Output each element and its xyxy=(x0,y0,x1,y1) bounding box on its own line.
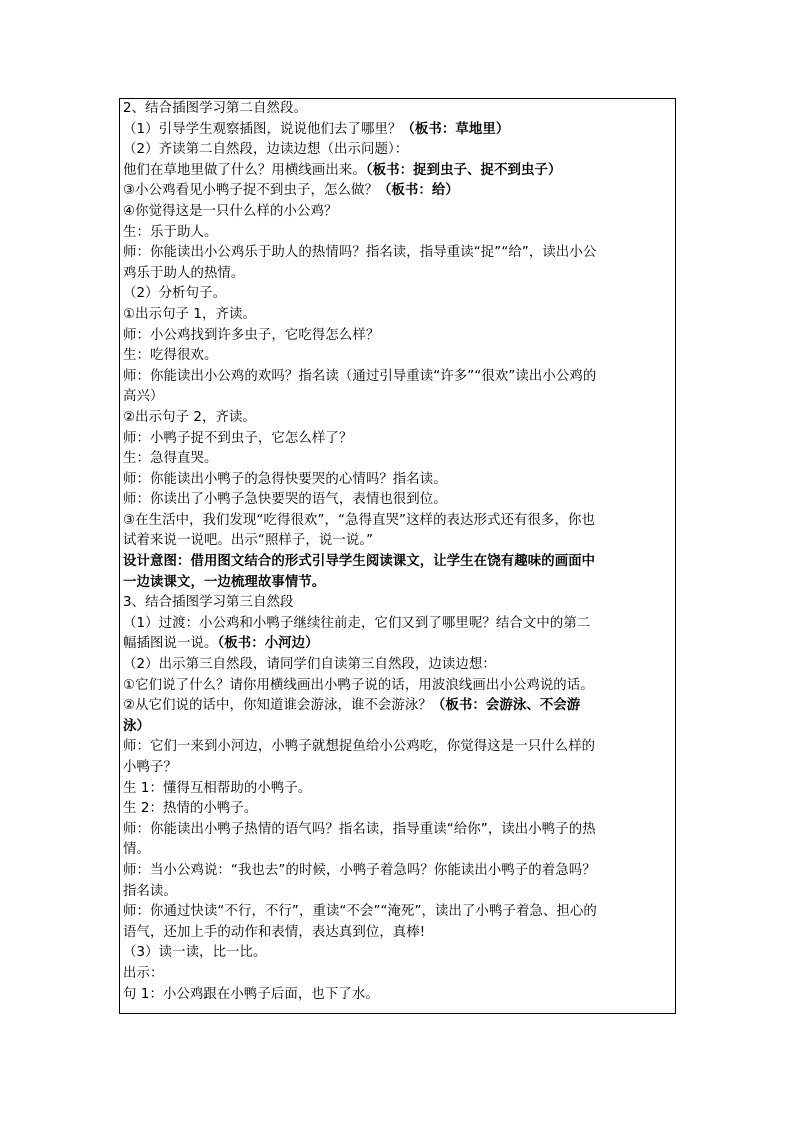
line-text: 指名读。 xyxy=(123,883,177,899)
line-text: ①出示句子 1，齐读。 xyxy=(123,306,257,322)
line-text: 生 2：热情的小鸭子。 xyxy=(123,801,258,817)
line-text: 师：你能读出小鸭子的急得快要哭的心情吗？指名读。 xyxy=(123,471,447,487)
text-line xyxy=(123,531,673,552)
text-line xyxy=(123,408,673,429)
text-line xyxy=(123,264,673,285)
blackboard-note: （板书：小河边） xyxy=(217,636,319,652)
text-line xyxy=(123,717,673,738)
text-line xyxy=(123,923,673,944)
text-line xyxy=(123,593,673,614)
text-line xyxy=(123,655,673,676)
text-line xyxy=(123,140,673,161)
text-line xyxy=(123,758,673,779)
blackboard-note: （板书：捉到虫子、捉不到虫子） xyxy=(365,162,562,178)
text-line xyxy=(123,779,673,800)
text-line xyxy=(123,861,673,882)
text-line xyxy=(123,634,673,655)
text-line xyxy=(123,840,673,861)
blackboard-note: （板书：给） xyxy=(377,183,459,199)
text-line xyxy=(123,326,673,347)
line-text: 师：你能读出小公鸡乐于助人的热情吗？指名读，指导重读“捉”“给”，读出小公 xyxy=(123,245,597,261)
line-text: 鸡乐于助人的热情。 xyxy=(123,265,245,281)
line-text: ②从它们说的话中，你知道谁会游泳，谁不会游泳？ xyxy=(123,698,432,714)
lesson-plan-cell xyxy=(119,98,676,1014)
text-line xyxy=(123,799,673,820)
text-line xyxy=(123,284,673,305)
line-text: ①它们说了什么？请你用横线画出小鸭子说的话，用波浪线画出小公鸡说的话。 xyxy=(123,677,594,693)
line-text: 小鸭子？ xyxy=(123,760,177,775)
line-text: 师：当小公鸡说：“我也去”的时候，小鸭子着急吗？你能读出小鸭子的着急吗？ xyxy=(123,862,596,878)
line-text: 师：你读出了小鸭子急快要哭的语气，表情也很到位。 xyxy=(123,492,447,508)
line-text: 他们在草地里做了什么？用横线画出来。 xyxy=(123,162,366,178)
line-text: ②出示句子 2，齐读。 xyxy=(123,409,257,425)
text-line xyxy=(123,223,673,244)
line-text: 出示： xyxy=(123,965,164,981)
text-line xyxy=(123,202,673,223)
line-text: 3、结合插图学习第三自然段 xyxy=(123,595,294,611)
text-line xyxy=(123,181,673,202)
text-line xyxy=(123,737,673,758)
line-text: 试着来说一说吧。出示“照样子，说一说。” xyxy=(123,533,374,549)
line-text: 2、结合插图学习第二自然段。 xyxy=(123,101,307,116)
line-text: 高兴） xyxy=(123,389,164,405)
line-text: 情。 xyxy=(123,842,150,858)
text-line xyxy=(123,943,673,964)
text-line xyxy=(123,305,673,326)
text-line xyxy=(123,614,673,635)
line-text: 师：你能读出小鸭子热情的语气吗？指名读，指导重读“给你”，读出小鸭子的热 xyxy=(123,821,596,837)
text-line xyxy=(123,882,673,903)
text-line xyxy=(123,470,673,491)
line-text: 句 1：小公鸡跟在小鸭子后面，也下了水。 xyxy=(123,986,379,1002)
line-text: 师：你通过快读“不行，不行”，重读“不会”“淹死”，读出了小鸭子着急、担心的 xyxy=(123,904,597,920)
line-text: 一边读课文，一边梳理故事情节。 xyxy=(123,574,326,590)
text-line xyxy=(123,902,673,923)
text-line xyxy=(123,449,673,470)
line-text: （3）读一读，比一比。 xyxy=(123,945,267,961)
line-text: 生：乐于助人。 xyxy=(123,224,218,240)
line-text: 生 1：懂得互相帮助的小鸭子。 xyxy=(123,780,312,796)
line-text: 语气，还加上手的动作和表情，表达真到位，真棒! xyxy=(123,924,426,940)
text-line xyxy=(123,964,673,985)
line-text: 师：小鸭子捉不到虫子，它怎么样了？ xyxy=(123,430,353,446)
line-text: （2）齐读第二自然段，边读边想（出示问题）： xyxy=(123,142,409,158)
line-text: （1）引导学生观察插图，说说他们去了哪里？ xyxy=(123,121,402,137)
line-text: ③小公鸡看见小鸭子捉不到虫子，怎么做？ xyxy=(123,183,378,199)
blackboard-note: （板书：会游泳、不会游 xyxy=(431,698,581,714)
line-text: ③在生活中，我们发现“吃得很欢”，“急得直哭”这样的表达形式还有很多，你也 xyxy=(123,512,595,528)
line-text: （1）过渡：小公鸡和小鸭子继续往前走，它们又到了哪里呢？结合文中的第二 xyxy=(123,615,591,631)
text-line xyxy=(123,99,673,120)
text-line xyxy=(123,696,673,717)
text-line xyxy=(123,511,673,532)
text-line xyxy=(123,573,673,594)
line-text: 生：吃得很欢。 xyxy=(123,348,218,364)
line-text: ④你觉得这是一只什么样的小公鸡？ xyxy=(123,203,338,219)
text-line xyxy=(123,161,673,182)
text-line xyxy=(123,820,673,841)
text-line xyxy=(123,676,673,697)
text-line xyxy=(123,429,673,450)
text-line xyxy=(123,367,673,388)
text-line xyxy=(123,985,673,1006)
line-text: （2）出示第三自然段，请同学们自读第三自然段，边读边想： xyxy=(123,657,496,673)
text-line xyxy=(123,387,673,408)
text-line xyxy=(123,346,673,367)
text-line xyxy=(123,243,673,264)
blackboard-note: （板书：草地里） xyxy=(401,121,510,137)
line-text: （2）分析句子。 xyxy=(123,286,227,302)
blackboard-note: 泳） xyxy=(123,718,150,734)
line-text: 师：它们一来到小河边，小鸭子就想捉鱼给小公鸡吃，你觉得这是一只什么样的 xyxy=(123,739,596,755)
line-text: 师：小公鸡找到许多虫子，它吃得怎么样？ xyxy=(123,327,380,343)
text-line xyxy=(123,490,673,511)
text-line xyxy=(123,120,673,141)
line-text: 设计意图：借用图文结合的形式引导学生阅读课文，让学生在饶有趣味的画面中 xyxy=(123,554,596,570)
line-text: 幅插图说一说。 xyxy=(123,636,218,652)
line-text: 生：急得直哭。 xyxy=(123,451,218,467)
text-line xyxy=(123,552,673,573)
line-text: 师：你能读出小公鸡的欢吗？指名读（通过引导重读“许多”“很欢”读出小公鸡的 xyxy=(123,368,597,384)
